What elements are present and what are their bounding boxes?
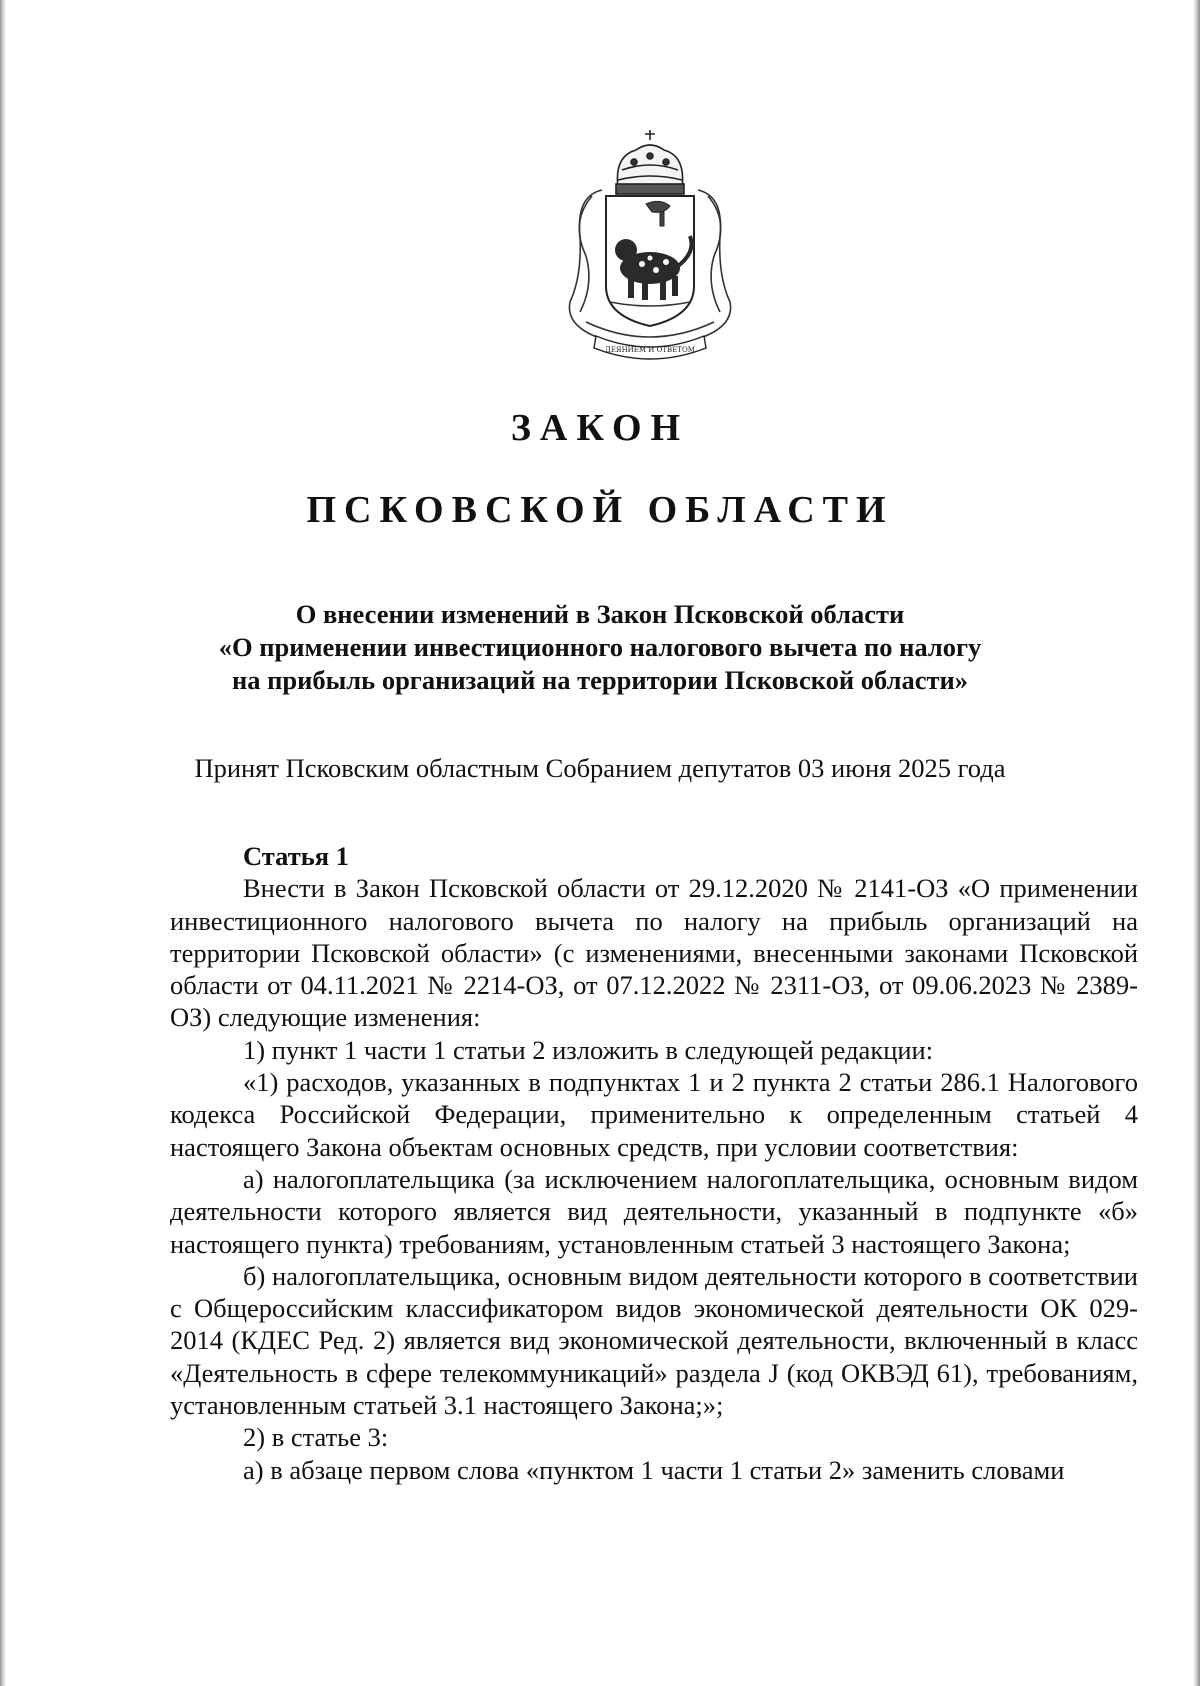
scan-edge-left: [0, 0, 6, 1686]
law-title-line: О внесении изменений в Закон Псковской области: [295, 599, 905, 629]
paragraph: а) в абзаце первом слова «пунктом 1 части 1 статьи 2» заменить словами: [243, 1454, 1065, 1485]
law-title-line: «О применении инвестиционного налогового вычета по налогу: [218, 632, 982, 662]
law-title: [150, 598, 1050, 697]
paragraph: 1) пункт 1 части 1 статьи 2 изложить в следующей редакции:: [243, 1034, 934, 1065]
paragraph: «1) расходов, указанных в подпунктах 1 и 2 пункта 2 статьи 286.1 Налогового кодекса Российской Федерации, применительно к определенным статьей 4 настоящего Закона объектам основных средств, при условии соответствия:: [170, 1067, 1138, 1162]
article-title: Статья 1: [243, 841, 349, 871]
paragraph: Внести в Закон Псковской области от 29.12.2020 № 2141-ОЗ «О применении инвестиционного налогового вычета по налогу на прибыль организаций на территории Псковской области» (с изменениями, внесенными законами Псковской области от 04.11.2021 № 2214-ОЗ, от 07.12.2022 № 2311-ОЗ, от 09.06.2023 № 2389-ОЗ) следующие изменения:: [170, 873, 1138, 1033]
crown-icon: [616, 130, 684, 194]
paragraph: а) налогоплательщика (за исключением налогоплательщика, основным видом деятельности которого является вид деятельности, указанный в подпункте «б» настоящего пункта) требованиям, установленным статьей 3 настоящего Закона;: [170, 1163, 1138, 1259]
law-title-line: на прибыль организаций на территории Псковской области»: [231, 665, 969, 695]
adoption-line: Принят Псковским областным Собранием депутатов 03 июня 2025 года: [194, 753, 1006, 783]
region-name: ПСКОВСКОЙ ОБЛАСТИ: [306, 489, 894, 531]
emblem-motto: ДЕЯНИЕМ И ОТВЕТОМ: [605, 346, 695, 354]
coat-of-arms-emblem: [556, 126, 744, 368]
article-body: [170, 840, 1138, 1486]
paragraph: 2) в статье 3:: [243, 1422, 389, 1453]
scan-edge-right: [1193, 0, 1200, 1686]
document-type: ЗАКОН: [510, 407, 690, 449]
paragraph: б) налогоплательщика, основным видом деятельности которого в соответствии с Общероссийским классификатором видов экономической деятельности ОК 029-2014 (КДЕС Ред. 2) является вид экономической деятельности, включенный в класс «Деятельность в сфере телекоммуникаций» раздела J (код ОКВЭД 61), требованиям, установленным статьей 3.1 настоящего Закона;»;: [170, 1260, 1138, 1421]
